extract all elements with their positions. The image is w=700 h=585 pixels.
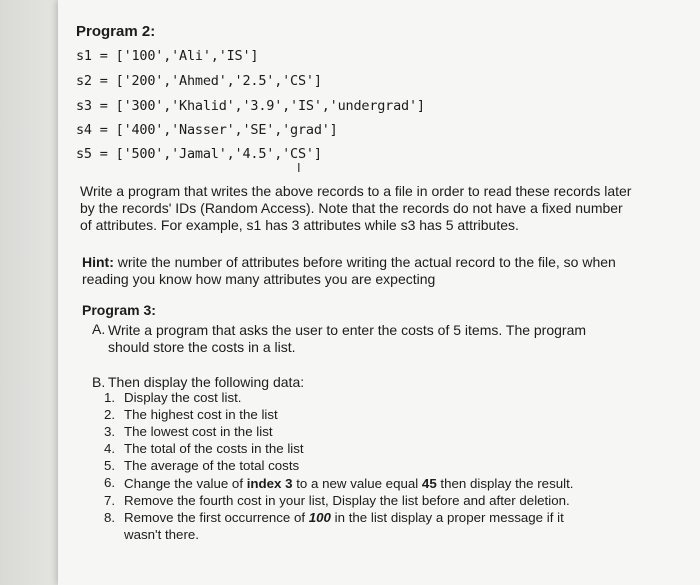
list-item: Remove the first occurrence of 100 in the list display a proper message if it	[124, 510, 564, 525]
program3-title: Program 3:	[82, 302, 156, 318]
partA-line-1: Write a program that asks the user to enter the costs of 5 items. The program	[108, 322, 587, 338]
code-line-s4: s4 = ['400','Nasser','SE','grad']	[76, 122, 338, 138]
hint-line-2: reading you know how many attributes you are expecting	[82, 271, 436, 287]
program2-title: Program 2:	[76, 23, 156, 40]
partA-marker: A.	[92, 321, 106, 337]
list-item-continuation: wasn't there.	[124, 527, 199, 542]
list-item-number: 4.	[104, 441, 116, 456]
description-line-3: of attributes. For example, s1 has 3 attributes while s3 has 5 attributes.	[80, 217, 519, 233]
list-item-number: 1.	[104, 390, 116, 405]
list-item-number: 8.	[104, 510, 116, 525]
code-line-s1: s1 = ['100','Ali','IS']	[76, 48, 259, 64]
list-item: Change the value of index 3 to a new value equal 45 then display the result.	[124, 476, 574, 491]
description-line-2: by the records' IDs (Random Access). Note that the records do not have a fixed number	[80, 200, 623, 216]
list-item: The lowest cost in the list	[124, 424, 273, 439]
list-item: Remove the fourth cost in your list, Display the list before and after deletion.	[124, 493, 570, 508]
code-line-s3: s3 = ['300','Khalid','3.9','IS','undergrad']	[76, 98, 425, 114]
partB-intro: Then display the following data:	[108, 374, 305, 390]
list-item-number: 5.	[104, 458, 116, 473]
partA-line-2: should store the costs in a list.	[108, 339, 296, 355]
list-item: The average of the total costs	[124, 458, 300, 473]
list-item-number: 6.	[104, 475, 116, 490]
hint-line-1	[82, 254, 616, 271]
list-item: The total of the costs in the list	[124, 441, 304, 456]
code-line-s2: s2 = ['200','Ahmed','2.5','CS']	[76, 73, 322, 89]
list-item: Display the cost list.	[124, 390, 242, 405]
list-item-number: 7.	[104, 493, 116, 508]
hint-label: Hint:	[82, 254, 114, 270]
code-line-s5: s5 = ['500','Jamal','4.5','CS']	[76, 146, 322, 162]
list-item-number: 3.	[104, 424, 116, 439]
hint-text: write the number of attributes before writing the actual record to the file, so when	[113, 254, 616, 270]
list-item: The highest cost in the list	[124, 407, 278, 422]
description-line-1: Write a program that writes the above records to a file in order to read these records later	[80, 183, 632, 199]
list-item-number: 2.	[104, 407, 116, 422]
partB-marker: B.	[92, 374, 106, 390]
page-left-margin	[0, 0, 58, 585]
text-cursor-icon: I	[297, 160, 301, 175]
